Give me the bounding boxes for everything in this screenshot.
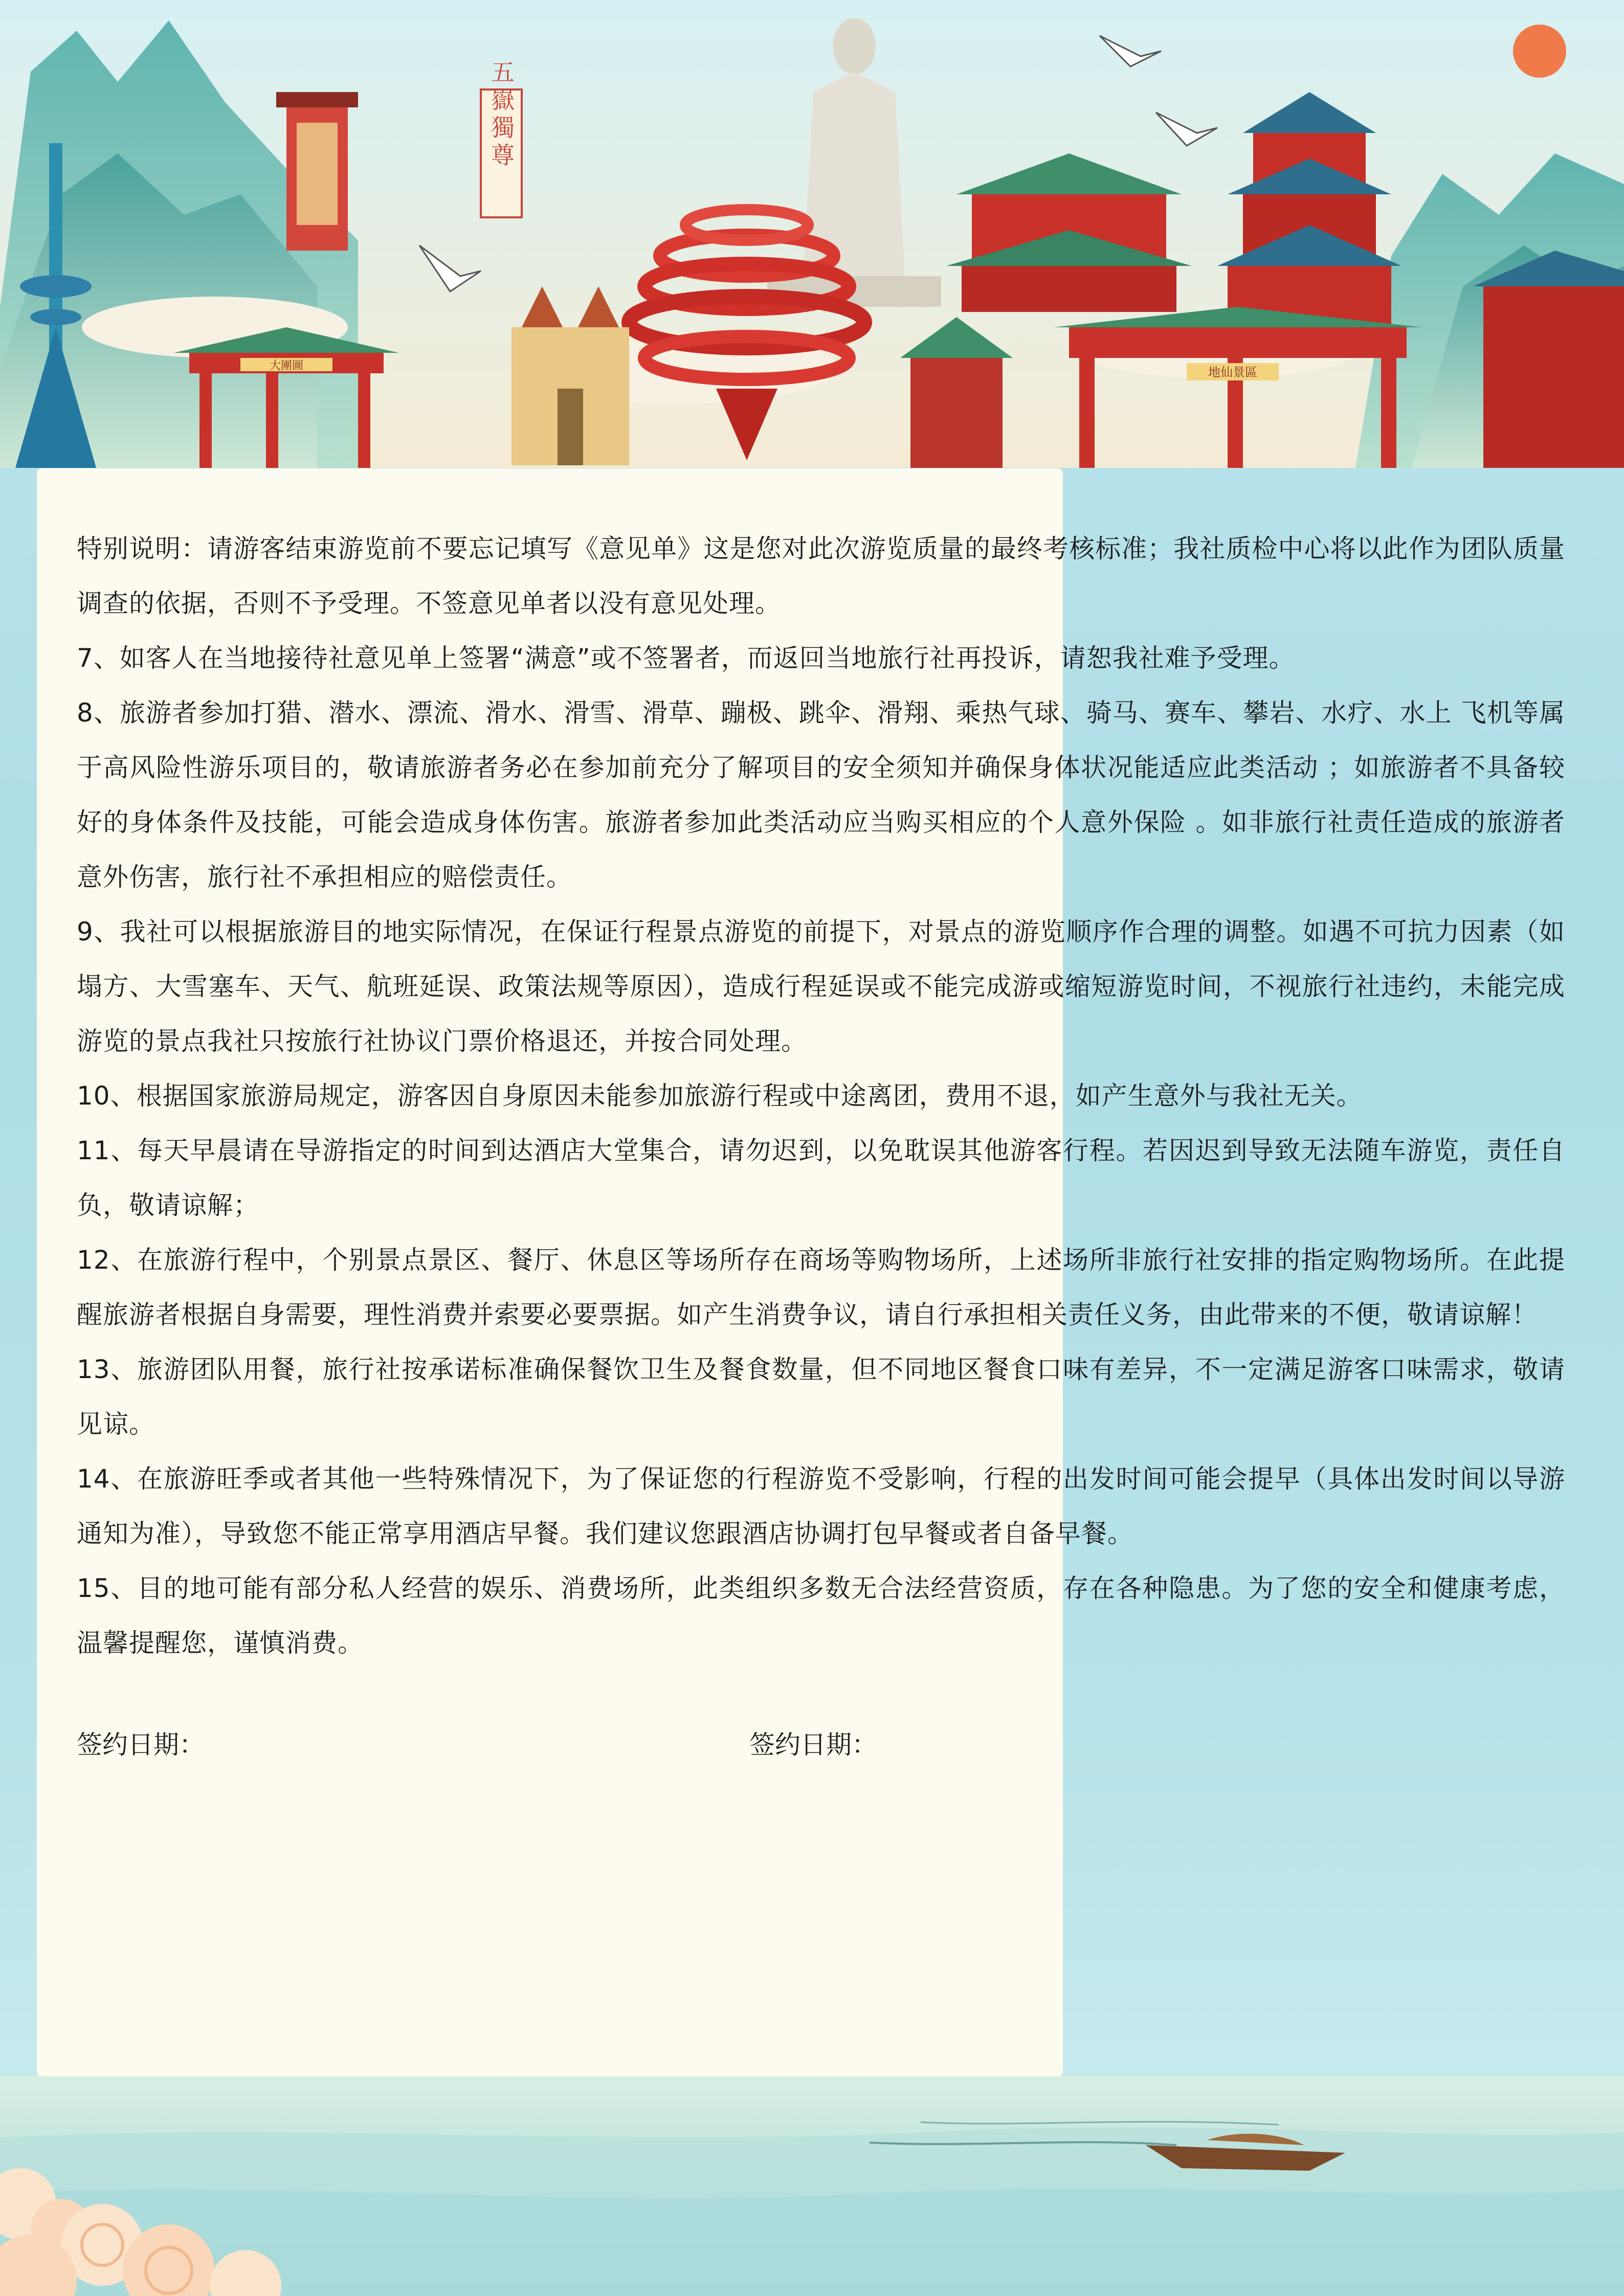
- arch-plaque-left: 大團圖: [269, 359, 304, 372]
- clause-12: 12、在旅游行程中，个别景点景区、餐厅、休息区等场所存在商场等购物场所，上述场所非旅行社安排的指定购物场所。在此提醒旅游者根据自身需要，理性消费并索要必要票据。如产生消费争议，请自行承担相关责任义务，由此带来的不便，敬请谅解！: [77, 1245, 1565, 1330]
- clause-10: 10、根据国家旅游局规定，游客因自身原因未能参加旅游行程或中途离团，费用不退，如产生意外与我社无关。: [77, 1081, 1363, 1111]
- clause-15: 15、目的地可能有部分私人经营的娱乐、消费场所，此类组织多数无合法经营资质，存在各种隐患。为了您的安全和健康考虑，温馨提醒您，谨慎消费。: [77, 1573, 1565, 1658]
- terms-text: [77, 522, 1565, 1671]
- clause-9: 9、我社可以根据旅游目的地实际情况，在保证行程景点游览的前提下，对景点的游览顺序作合理的调整。如遇不可抗力因素（如塌方、大雪塞车、天气、航班延误、政策法规等原因），造成行程延误或不能完成游或缩短游览时间，不视旅行社违约，未能完成游览的景点我社只按旅行社协议门票价格退还，并按合同处理。: [77, 917, 1565, 1056]
- special-note-paragraph: 特别说明：请游客结束游览前不要忘记填写《意见单》这是您对此次游览质量的最终考核标准；我社质检中心将以此作为团队质量调查的依据，否则不予受理。不签意见单者以没有意见处理。: [77, 534, 1565, 618]
- water-scene-illustration: [0, 2076, 1624, 2296]
- header-banner: [0, 0, 1624, 468]
- clause-14: 14、在旅游旺季或者其他一些特殊情况下，为了保证您的行程游览不受影响，行程的出发时间可能会提早（具体出发时间以导游通知为准），导致您不能正常享用酒店早餐。我们建议您跟酒店协调打包早餐或者自备早餐。: [77, 1464, 1565, 1548]
- clause-8: 8、旅游者参加打猎、潜水、漂流、滑水、滑雪、滑草、蹦极、跳伞、滑翔、乘热气球、骑马、赛车、攀岩、水疗、水上 飞机等属于高风险性游乐项目的，敬请旅游者务必在参加前充分了解项目的安全须知并确保身体状况能适应此类活动 ；如旅游者不具备较好的身体条件及技能，可能会造成身体伤害。旅游者参加此类活动应当购买相应的个人意外保险 。如非旅行社责任造成的旅游者意外伤害，旅行社不承担相应的赔偿责任。: [77, 698, 1565, 892]
- clause-7: 7、如客人在当地接待社意见单上签署“满意”或不签署者，而返回当地旅行社再投诉，请恕我社难予受理。: [77, 643, 1295, 673]
- sun-icon: [1513, 25, 1566, 78]
- red-tower-building: [276, 92, 358, 251]
- footer-decoration: [0, 2076, 1624, 2296]
- signing-date-label-right: 签约日期：: [749, 1730, 877, 1760]
- signature-row: [77, 1724, 1565, 1765]
- landmarks-illustration: [0, 0, 1624, 468]
- clause-13: 13、旅游团队用餐，旅行社按承诺标准确保餐饮卫生及餐食数量，但不同地区餐食口味有差异，不一定满足游客口味需求，敬请见谅。: [77, 1355, 1565, 1439]
- signing-date-label-left: 签约日期：: [77, 1730, 205, 1760]
- sign-char: 五嶽獨尊: [487, 60, 515, 170]
- clause-11: 11、每天早晨请在导游指定的时间到达酒店大堂集合，请勿迟到，以免耽误其他游客行程。若因迟到导致无法随车游览，责任自负，敬请谅解；: [77, 1136, 1565, 1220]
- arch-plaque-right: 地仙景區: [1208, 365, 1257, 379]
